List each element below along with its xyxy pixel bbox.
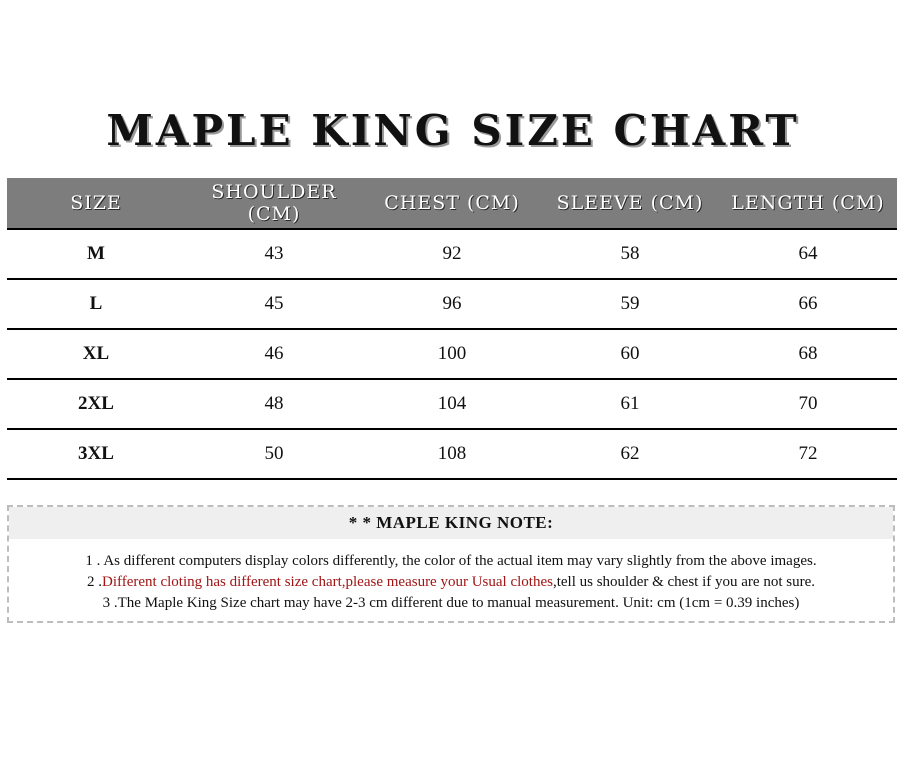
length-cell: 66 <box>719 279 897 329</box>
size-table <box>7 178 897 480</box>
table-row <box>7 429 897 479</box>
size-cell: M <box>7 229 185 279</box>
sleeve-cell: 62 <box>541 429 719 479</box>
chest-cell: 100 <box>363 329 541 379</box>
length-cell: 70 <box>719 379 897 429</box>
size-cell: 2XL <box>7 379 185 429</box>
note-line-2-suffix: ,tell us shoulder & chest if you are not sure. <box>552 574 815 590</box>
length-cell: 72 <box>719 429 897 479</box>
length-cell: 68 <box>719 329 897 379</box>
length-cell: 64 <box>719 229 897 279</box>
shoulder-cell: 43 <box>185 229 363 279</box>
table-row <box>7 379 897 429</box>
chest-cell: 108 <box>363 429 541 479</box>
table-row <box>7 229 897 279</box>
note-box <box>7 505 895 623</box>
sleeve-cell: 58 <box>541 229 719 279</box>
header-shoulder: SHOULDER (CM) <box>185 178 363 229</box>
table-header-row <box>7 178 897 229</box>
chest-cell: 104 <box>363 379 541 429</box>
size-cell: XL <box>7 329 185 379</box>
note-header: * * MAPLE KING NOTE: <box>9 507 893 539</box>
size-cell: 3XL <box>7 429 185 479</box>
chest-cell: 92 <box>363 229 541 279</box>
chart-title: MAPLE KING SIZE CHART <box>106 106 800 155</box>
shoulder-cell: 50 <box>185 429 363 479</box>
note-lines <box>9 539 893 614</box>
chest-cell: 96 <box>363 279 541 329</box>
sleeve-cell: 61 <box>541 379 719 429</box>
note-line-2 <box>9 572 893 593</box>
note-line-3: 3 .The Maple King Size chart may have 2-3 cm different due to manual measurement. Unit: cm (1cm = 0.39 inches) <box>102 595 800 611</box>
sleeve-cell: 59 <box>541 279 719 329</box>
sleeve-cell: 60 <box>541 329 719 379</box>
header-chest: CHEST (CM) <box>363 178 541 229</box>
size-cell: L <box>7 279 185 329</box>
header-sleeve: SLEEVE (CM) <box>541 178 719 229</box>
table-row <box>7 279 897 329</box>
header-length: LENGTH (CM) <box>719 178 897 229</box>
table-row <box>7 329 897 379</box>
header-size: SIZE <box>7 178 185 229</box>
shoulder-cell: 46 <box>185 329 363 379</box>
shoulder-cell: 48 <box>185 379 363 429</box>
note-line-2-prefix: 2 . <box>87 574 102 590</box>
note-line-1: 1 . As different computers display colors differently, the color of the actual item may vary slightly from the above images. <box>85 553 817 569</box>
shoulder-cell: 45 <box>185 279 363 329</box>
note-line-2-highlight: Different cloting has different size chart,please measure your Usual clothes <box>102 574 553 590</box>
